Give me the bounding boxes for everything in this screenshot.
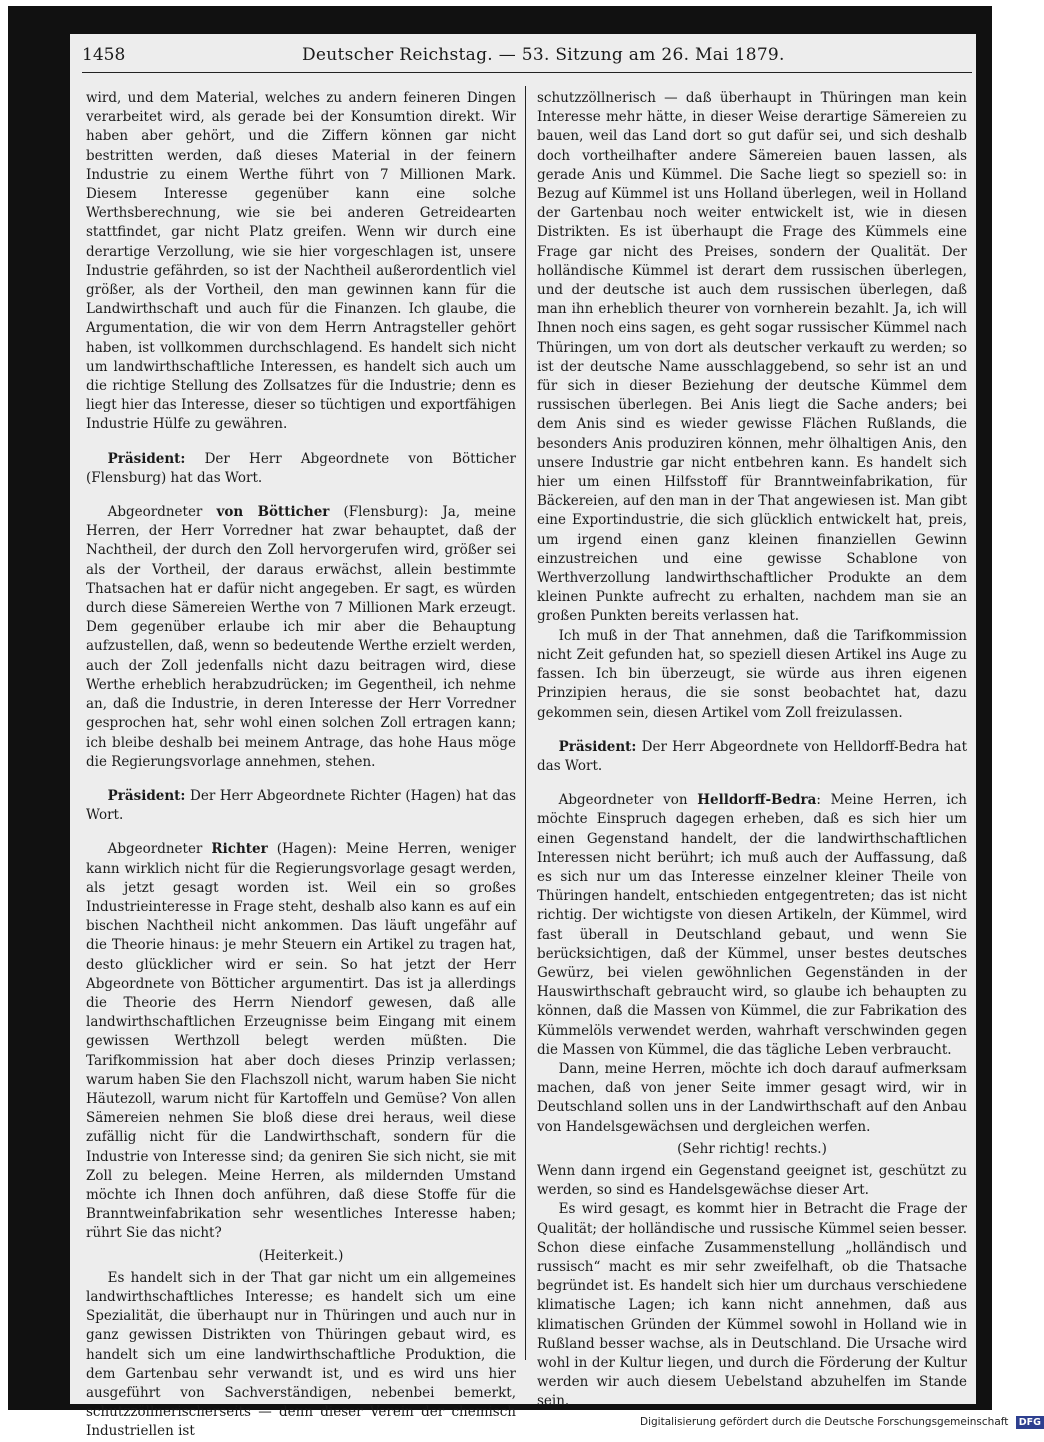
dfg-logo: DFG <box>1016 1416 1044 1429</box>
running-title: Deutscher Reichstag. — 53. Sitzung am 26. Mai 1879. <box>302 45 785 65</box>
paragraph: Ich muß in der That annehmen, daß die Tarifkommission nicht Zeit gefunden hat, so speziell diesen Artikel ins Auge zu fassen. Ich bin überzeugt, sie würde aus ihren eigenen Prinzipien heraus, die sie sonst beobachtet hat, dazu gekommen sein, diesen Artikel vom Zoll freizulassen. <box>537 627 967 721</box>
page-number: 1458 <box>82 45 126 65</box>
paragraph: Dann, meine Herren, möchte ich doch darauf aufmerksam machen, daß von jener Seite immer gesagt wird, wir in Deutschland sollen uns in der Landwirthschaft auf den Anbau von Handelsgewächsen und dergleichen werfen. <box>537 1060 967 1135</box>
paragraph: Wenn dann irgend ein Gegenstand geeignet ist, geschützt zu werden, so sind es Handelsgewächse dieser Art. <box>537 1162 967 1199</box>
paragraph: Es handelt sich in der That gar nicht um ein allgemeines landwirthschaftliches Interesse; es handelt sich um eine Spezialität, die überhaupt nur in Thüringen und auch nur in ganz gewissen Distrikten von Thüringen gebaut wird, es handelt sich um eine landwirthschaftliche Produktion, die dem Gartenbau sehr verwandt ist, und es wird uns hier ausgeführt von Sachverständigen, nebenbei bemerkt, schutzzöllnerischerseits — denn dieser Verein der chemisch Industriellen ist <box>86 1269 516 1440</box>
header-rule <box>82 72 972 73</box>
speaker-name: von Bötticher <box>216 504 330 521</box>
speaker-paragraph: Präsident: Der Herr Abgeordnete Richter (Hagen) hat das Wort. <box>86 787 516 824</box>
speaker-name: Präsident: <box>558 738 637 755</box>
interjection: (Heiterkeit.) <box>258 1247 344 1264</box>
interjection: (Sehr richtig! rechts.) <box>677 1140 827 1157</box>
speaker-paragraph: Präsident: Der Herr Abgeordnete von Bötticher (Flensburg) hat das Wort. <box>86 450 516 486</box>
digitization-credit <box>640 1414 1041 1430</box>
speaker-paragraph: Abgeordneter von Bötticher (Flensburg): Ja, meine Herren, der Herr Vorredner hat zwar behauptet, daß der Nachtheil, der durch den Zoll hervorgerufen wird, größer sei als der Vortheil, der daraus erwächst, allein bestimmte Thatsachen hat er dafür nicht angegeben. Er sagt, es würden durch diese Sämereien Werthe von 7 Millionen Mark erzeugt. Dem gegenüber erlaube ich mir aber die Behauptung aufzustellen, daß, wenn so bedeutende Werthe erzielt werden, auch der Zoll jedenfalls nicht dazu beitragen wird, diese Werthe erheblich herabzudrücken; im Gegentheil, ich nehme an, daß die Industrie, in deren Interesse der Herr Vorredner gesprochen hat, sehr wohl einen solchen Zoll ertragen kann; ich bleibe deshalb bei meinem Antrage, das hohe Haus möge die Regierungsvorlage annehmen, stehen. <box>86 504 516 770</box>
right-column <box>537 89 967 1412</box>
speaker-paragraph: Präsident: Der Herr Abgeordnete von Helldorff-Bedra hat das Wort. <box>537 738 967 774</box>
paragraph: wird, und dem Material, welches zu andern feineren Dingen verarbeitet wird, als gerade bei der Konsumtion direkt. Wir haben aber gehört, und die Ziffern können gar nicht bestritten werden, daß dieses Material in der feinern Industrie zu einem Werthe führt von 7 Millionen Mark. Diesem Interesse gegenüber kann eine solche Werthsberechnung, wie sie bei anderen Getreidearten stattfindet, gar nicht Platz greifen. Wenn wir durch eine derartige Verzollung, wie sie hier vorgeschlagen ist, unsere Industrie gefährden, so ist der Nachtheil außerordentlich viel größer, als der Vortheil, den man gewinnen kann für die Landwirthschaft und auch für die Finanzen. Ich glaube, die Argumentation, die wir von dem Herrn Antragsteller gehört haben, ist vollkommen durchschlagend. Es handelt sich nicht um landwirthschaftliche Interessen, es handelt sich auch um die richtige Stellung des Zollsatzes für die Industrie; denn es liegt hier das Interesse, dieser so tüchtigen und exportfähigen Industrie Hülfe zu gewähren. <box>86 90 516 433</box>
page-header <box>82 44 972 72</box>
speaker-name: Helldorff-Bedra <box>697 792 817 809</box>
paragraph: schutzzöllnerisch — daß überhaupt in Thüringen man kein Interesse mehr hätte, in dieser Weise derartige Sämereien zu bauen, weil das Land dort so gut dafür sei, und sich deshalb doch vortheilhafter andere Sämereien bauen lassen, als gerade Anis und Kümmel. Die Sache liegt so speziell so: in Bezug auf Kümmel ist uns Holland überlegen, weil in Holland der Gartenbau noch weiter entwickelt ist, wie in diesen Distrikten. Es ist überhaupt die Frage des Kümmels eine Frage gar nicht des Preises, sondern der Qualität. Der holländische Kümmel ist derart dem russischen überlegen, und der deutsche ist auch dem russischen überlegen, daß man ihn erheblich theurer von vornherein bezahlt. Ja, ich will Ihnen noch eins sagen, es geht sogar russischer Kümmel nach Thüringen, um von dort als deutscher verkauft zu werden; so ist der deutsche Name ausschlaggebend, so sehr ist an und für sich in dieser Beziehung der deutsche Kümmel dem russischen überlegen. Bei Anis liegt die Sache anders; bei dem Anis sind es wieder gewisse Flächen Rußlands, die besonders Anis produziren können, mehr ölhaltigen Anis, den unsere Industrie gar nicht entbehren kann. Es handelt sich hier um einen Hilfsstoff für Branntweinfabrikation, für Bäckereien, auf den man in der That angewiesen ist. Man gibt eine Exportindustrie, die sich glücklich entwickelt hat, preis, um irgend einen ganz kleinen finanziellen Gewinn einzustreichen und eine gewisse Schablone von Werthverzollung landwirthschaftlicher Produkte an dem kleinen Punkte aufrecht zu erhalten, nachdem man sie an großen Punkten bereits verlassen hat. <box>537 90 967 625</box>
speaker-name: Präsident: <box>107 787 186 804</box>
speaker-paragraph: Abgeordneter Richter (Hagen): Meine Herren, weniger kann wirklich nicht für die Regierungsvorlage gesagt werden, als jetzt gesagt worden ist. Weil ein so großes Industrieinteresse in Frage steht, deshalb also kann es auf ein bischen Nachtheil nicht ankommen. Das läuft ungefähr auf die Theorie hinaus: je mehr Steuern ein Artikel zu tragen hat, desto glücklicher wird er sein. So hat jetzt der Herr Abgeordnete von Bötticher argumentirt. Das ist ja allerdings die Theorie des Herrn Niendorf gewesen, daß alle landwirthschaftlichen Erzeugnisse beim Eingang mit einem gewissen Werthzoll belegt werden müßten. Die Tarifkommission hat aber doch dieses Prinzip verlassen; warum haben Sie den Flachszoll nicht, warum haben Sie nicht Häutezoll, warum nicht für Kartoffeln und Gemüse? Von allen Sämereien nehmen Sie bloß diese drei heraus, weil diese zufällig nicht für die Landwirthschaft, sondern für die Industrie von Interesse sind; da geniren Sie sich nicht, sie mit Zoll zu belegen. Meine Herren, als mildernden Umstand möchte ich Ihnen doch anführen, daß diese Stoffe für die Branntweinfabrikation sehr wesentliches Interesse haben; rührt Sie das nicht? <box>86 841 516 1242</box>
left-column <box>86 89 516 1442</box>
column-divider <box>525 86 526 1360</box>
speaker-paragraph: Abgeordneter von Helldorff-Bedra: Meine Herren, ich möchte Einspruch dagegen erheben, daß es sich hier um einen Gegenstand handelt, der die landwirthschaftlichen Interessen nicht berührt; ich muß auch der Auffassung, daß es sich nur um das Interesse einzelner kleiner Theile von Thüringen handelt, entschieden entgegentreten; das ist nicht richtig. Der wichtigste von diesen Artikeln, der Kümmel, wird fast überall in Deutschland gebaut, und wenn Sie berücksichtigen, daß der Kümmel, unser bestes deutsches Gewürz, bei vielen gewöhnlichen Gegenständen in der Hauswirthschaft gebraucht wird, so glaube ich behaupten zu können, daß die Massen von Kümmel, die zur Fabrikation des Kümmelöls verwendet werden, wahrhaft verschwinden gegen die Massen von Kümmel, die das tägliche Leben verbraucht. <box>537 792 968 1058</box>
speaker-name: Präsident: <box>107 450 186 467</box>
paragraph: Es wird gesagt, es kommt hier in Betracht die Frage der Qualität; der holländische und russische Kümmel seien besser. Schon diese einfache Zusammenstellung „holländisch und russisch“ macht es mir sehr zweifelhaft, ob die Thatsache begründet ist. Es handelt sich hier um durchaus verschiedene klimatische Lagen; ich kann nicht annehmen, daß aus klimatischen Gründen der Kümmel sowohl in Holland wie in Rußland besser wachse, als in Deutschland. Die Ursache wird wohl in der Kultur liegen, und durch die Förderung der Kultur werden wir auch diesem Uebelstand abzuhelfen im Stande sein. <box>537 1201 967 1410</box>
credit-text: Digitalisierung gefördert durch die Deutsche Forschungsgemeinschaft <box>640 1416 1009 1428</box>
speaker-name: Richter <box>211 841 268 858</box>
